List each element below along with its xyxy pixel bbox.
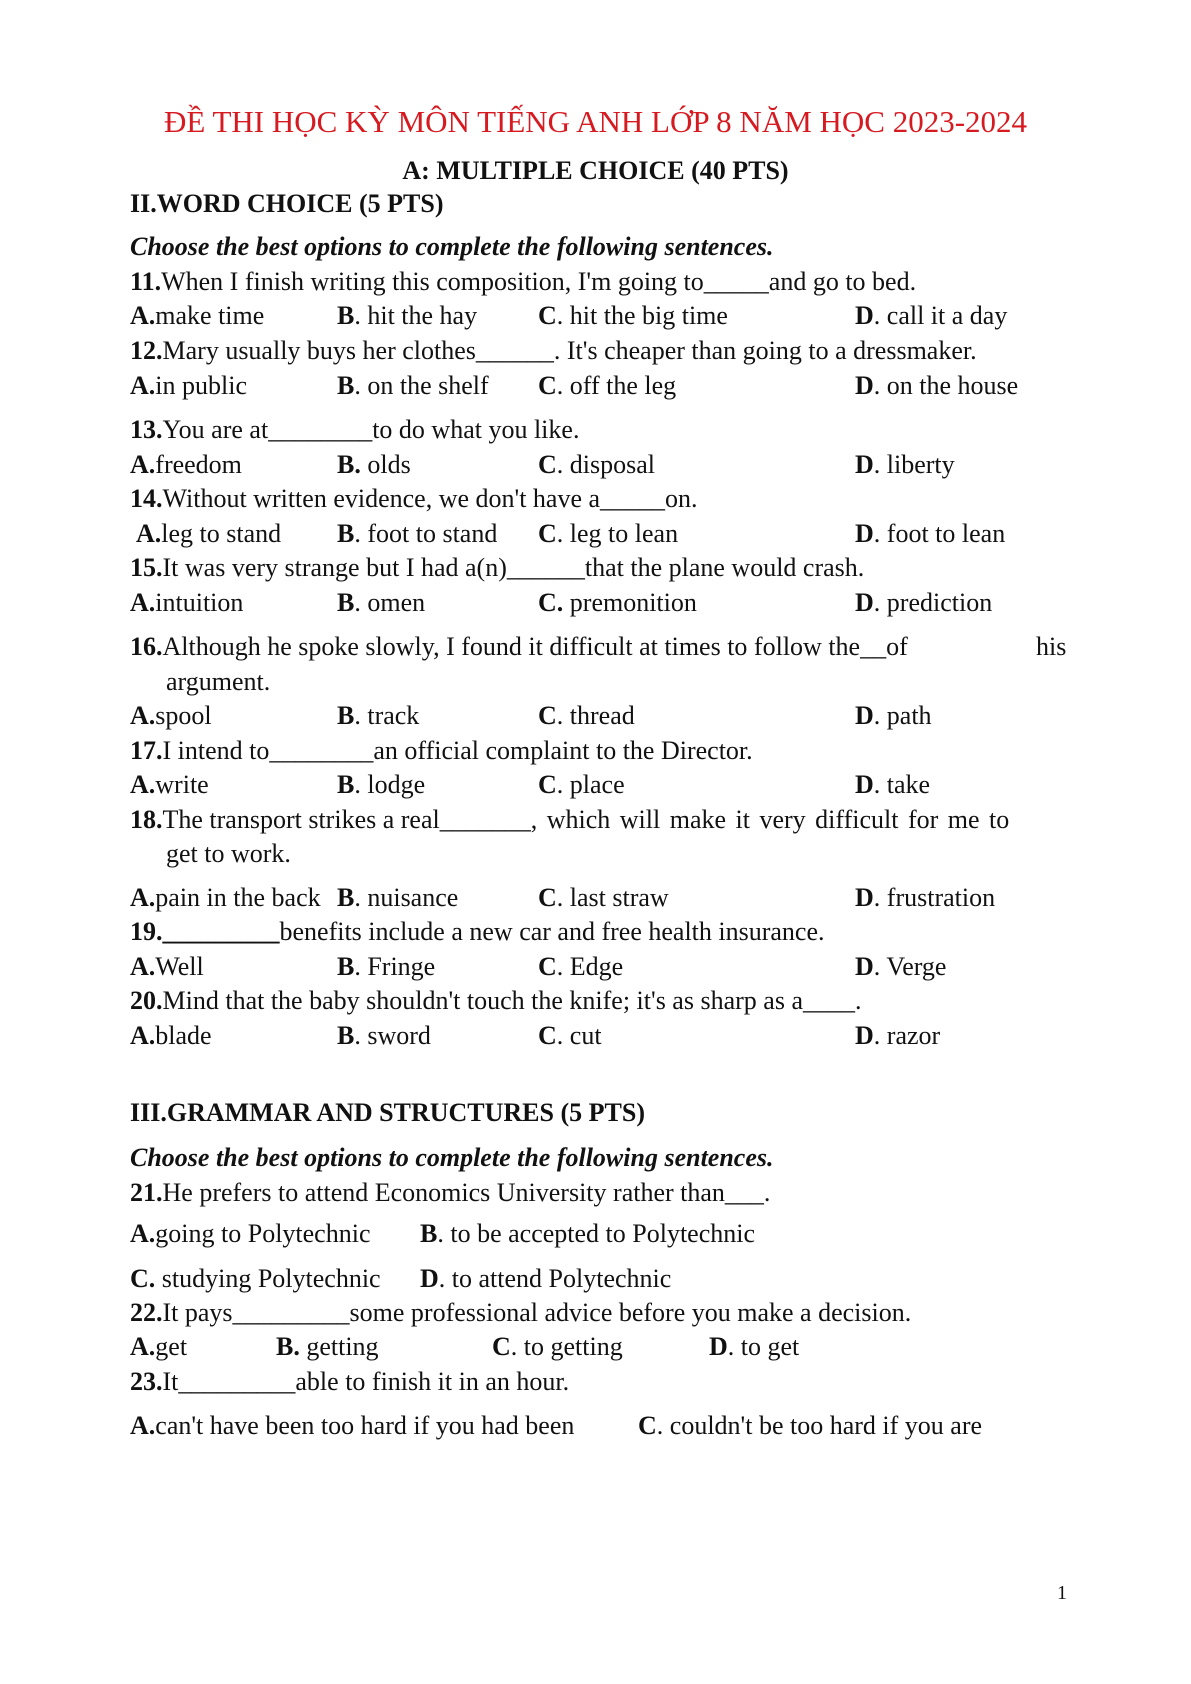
question-text: It <box>162 1367 179 1396</box>
question-20 <box>130 985 861 1017</box>
question-16 <box>130 631 908 663</box>
answer-blank: ________ <box>268 415 373 444</box>
question-text: , which will make it very difficult for me to <box>530 805 1010 834</box>
question-text: You are at <box>162 415 269 444</box>
question-continuation: get to work. <box>166 839 291 868</box>
option-d[interactable]: D. take <box>855 770 931 799</box>
option-c[interactable]: C. last straw <box>538 883 669 912</box>
question-19 <box>130 916 825 948</box>
question-text: I intend to <box>162 736 270 765</box>
option-b[interactable]: B. omen <box>337 588 426 617</box>
option-d[interactable]: D. to attend Polytechnic <box>420 1264 672 1293</box>
options-row <box>130 449 1070 481</box>
exam-title: ĐỀ THI HỌC KỲ MÔN TIẾNG ANH LỚP 8 NĂM HỌC 2023-2024 <box>163 104 1028 139</box>
option-c[interactable]: C. premonition <box>538 588 697 617</box>
answer-blank: __ <box>860 632 887 661</box>
options-row <box>130 1263 1070 1295</box>
question-number: 18. <box>130 805 163 834</box>
question-number: 13. <box>130 415 163 444</box>
question-text: some professional advice before you make a decision. <box>349 1298 912 1327</box>
option-a[interactable]: A.leg to stand <box>136 519 282 548</box>
question-text: that the plane would crash. <box>584 553 865 582</box>
question-22 <box>130 1297 911 1329</box>
answer-blank: ________ <box>269 736 374 765</box>
options-row <box>130 700 1070 732</box>
options-row <box>130 1020 1070 1052</box>
option-d[interactable]: D. to get <box>709 1332 800 1361</box>
options-row <box>130 769 1070 801</box>
options-row <box>130 1331 1070 1363</box>
exam-subtitle: A: MULTIPLE CHOICE (40 PTS) <box>402 156 789 185</box>
option-c[interactable]: C. leg to lean <box>538 519 679 548</box>
question-13 <box>130 414 579 446</box>
option-a[interactable]: A.pain in the back <box>130 883 321 912</box>
option-a[interactable]: A.going to Polytechnic <box>130 1219 371 1248</box>
question-18 <box>130 804 1009 836</box>
option-c[interactable]: C. hit the big time <box>538 301 728 330</box>
option-c[interactable]: C. thread <box>538 701 635 730</box>
question-text: Although he spoke slowly, I found it difficult at times to follow the <box>162 632 861 661</box>
question-21 <box>130 1177 770 1209</box>
option-a[interactable]: A.blade <box>130 1021 212 1050</box>
section-instruction: Choose the best options to complete the following sentences. <box>130 232 774 261</box>
option-c[interactable]: C. off the leg <box>538 371 677 400</box>
option-a[interactable]: A.get <box>130 1332 188 1361</box>
question-text: of <box>886 632 908 661</box>
question-text: benefits include a new car and free health insurance. <box>279 917 825 946</box>
question-12 <box>130 335 977 367</box>
answer-blank: _________ <box>232 1298 350 1327</box>
question-number: 14. <box>130 484 163 513</box>
option-d[interactable]: D. liberty <box>855 450 955 479</box>
options-row <box>130 518 1070 550</box>
option-c[interactable]: C. studying Polytechnic <box>130 1264 381 1293</box>
question-number: 23. <box>130 1367 163 1396</box>
option-a[interactable]: A.make time <box>130 301 265 330</box>
options-row <box>130 587 1070 619</box>
answer-blank: ____ <box>802 986 855 1015</box>
question-text-tail: his <box>1036 632 1067 661</box>
section-instruction: Choose the best options to complete the following sentences. <box>130 1143 774 1172</box>
option-b[interactable]: B. on the shelf <box>337 371 489 400</box>
question-text: and go to bed. <box>768 267 917 296</box>
question-text: Mary usually buys her clothes <box>162 336 476 365</box>
options-row <box>130 882 1070 914</box>
option-d[interactable]: D. on the house <box>855 371 1019 400</box>
question-text: . It's cheaper than going to a dressmaker. <box>553 336 977 365</box>
options-row <box>130 370 1070 402</box>
question-text: Without written evidence, we don't have a <box>162 484 601 513</box>
question-text: . <box>854 986 862 1015</box>
option-b[interactable]: B. lodge <box>337 770 426 799</box>
option-d[interactable]: D. path <box>855 701 932 730</box>
question-text: an official complaint to the Director. <box>373 736 753 765</box>
question-number: 19. <box>130 917 163 946</box>
answer-blank: _____ <box>600 484 666 513</box>
option-d[interactable]: D. razor <box>855 1021 941 1050</box>
option-b[interactable]: B. nuisance <box>337 883 459 912</box>
option-a[interactable]: A.can't have been too hard if you had been <box>130 1411 575 1440</box>
answer-blank: _____ <box>703 267 769 296</box>
option-b[interactable]: B. Fringe <box>337 952 436 981</box>
question-text: When I finish writing this composition, I'm going to <box>161 267 704 296</box>
option-b[interactable]: B. to be accepted to Polytechnic <box>420 1219 756 1248</box>
section-heading: II.WORD CHOICE (5 PTS) <box>130 189 444 218</box>
option-a[interactable]: A.freedom <box>130 450 242 479</box>
question-continuation: argument. <box>166 667 271 696</box>
answer-blank: ___ <box>724 1178 764 1207</box>
option-a[interactable]: A.spool <box>130 701 212 730</box>
option-b[interactable]: B. hit the hay <box>337 301 478 330</box>
answer-blank: ______ <box>506 553 585 582</box>
option-b[interactable]: B. track <box>337 701 420 730</box>
question-text: It was very strange but I had a(n) <box>162 553 507 582</box>
options-row <box>130 951 1070 983</box>
option-c[interactable]: C. place <box>538 770 625 799</box>
question-text: to do what you like. <box>372 415 580 444</box>
question-number: 12. <box>130 336 163 365</box>
question-number: 11. <box>130 267 162 296</box>
question-17 <box>130 735 753 767</box>
answer-blank: _______ <box>439 805 531 834</box>
question-number: 17. <box>130 736 163 765</box>
options-row <box>130 1410 1070 1442</box>
option-c[interactable]: C. cut <box>538 1021 602 1050</box>
options-row <box>130 1218 1070 1250</box>
option-d[interactable]: D. prediction <box>855 588 993 617</box>
option-b[interactable]: B. getting <box>276 1332 379 1361</box>
question-text: able to finish it in an hour. <box>295 1367 570 1396</box>
option-d[interactable]: D. Verge <box>855 952 947 981</box>
option-c[interactable]: C. to getting <box>492 1332 623 1361</box>
option-a[interactable]: A.Well <box>130 952 204 981</box>
option-a[interactable]: A.intuition <box>130 588 244 617</box>
option-b[interactable]: B. foot to stand <box>337 519 498 548</box>
page-number: 1 <box>1057 1582 1067 1604</box>
question-text: on. <box>665 484 698 513</box>
answer-blank: _________ <box>162 917 280 946</box>
answer-blank: _________ <box>178 1367 296 1396</box>
question-text: . <box>763 1178 771 1207</box>
question-15 <box>130 552 864 584</box>
question-text: It pays <box>162 1298 233 1327</box>
option-d[interactable]: D. frustration <box>855 883 996 912</box>
question-11 <box>130 266 916 298</box>
question-number: 16. <box>130 632 163 661</box>
question-text: Mind that the baby shouldn't touch the knife; it's as sharp as a <box>162 986 803 1015</box>
question-number: 22. <box>130 1298 163 1327</box>
question-text: The transport strikes a real <box>162 805 440 834</box>
question-number: 20. <box>130 986 163 1015</box>
question-number: 21. <box>130 1178 163 1207</box>
answer-blank: ______ <box>475 336 554 365</box>
question-23 <box>130 1366 569 1398</box>
option-b[interactable]: B. olds <box>337 450 411 479</box>
question-text: He prefers to attend Economics University rather than <box>162 1178 725 1207</box>
question-number: 15. <box>130 553 163 582</box>
option-c[interactable]: C. disposal <box>538 450 656 479</box>
section-heading: III.GRAMMAR AND STRUCTURES (5 PTS) <box>130 1098 645 1127</box>
options-row <box>130 300 1070 332</box>
option-d[interactable]: D. call it a day <box>855 301 1008 330</box>
option-b[interactable]: B. sword <box>337 1021 431 1050</box>
question-14 <box>130 483 698 515</box>
option-a[interactable]: A.write <box>130 770 209 799</box>
option-a[interactable]: A.in public <box>130 371 247 400</box>
option-d[interactable]: D. foot to lean <box>855 519 1006 548</box>
option-c[interactable]: C. Edge <box>538 952 624 981</box>
option-c[interactable]: C. couldn't be too hard if you are <box>638 1411 983 1440</box>
